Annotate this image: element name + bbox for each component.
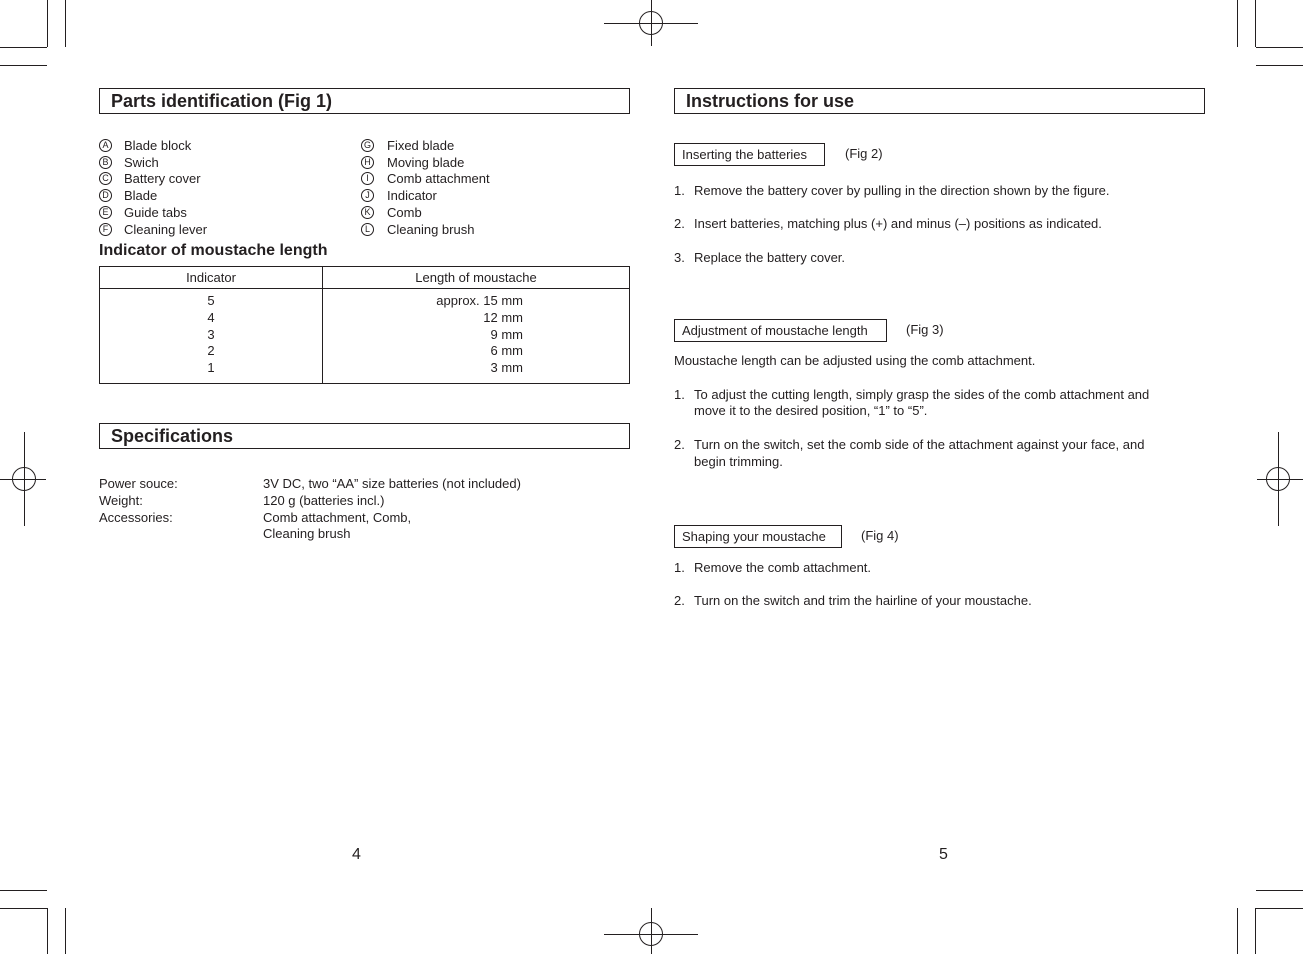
table-header-length: Length of moustache: [323, 267, 630, 289]
length-value: 3 mm: [490, 360, 523, 376]
parts-item-label: Guide tabs: [124, 205, 187, 220]
parts-letter-marker: L: [361, 223, 374, 236]
parts-item-label: Comb: [387, 205, 422, 220]
step-text: Replace the battery cover.: [694, 250, 846, 265]
spec-label: Weight:: [99, 493, 143, 508]
length-value: 12 mm: [483, 309, 523, 325]
step-number: 2.: [674, 437, 685, 452]
adjustment-length-title: Adjustment of moustache length: [674, 319, 887, 342]
inserting-batteries-title: Inserting the batteries: [674, 143, 825, 166]
parts-item-label: Blade: [124, 188, 158, 203]
parts-identification-heading: Parts identification (Fig 1): [99, 88, 630, 114]
spec-value: 3V DC, two “AA” size batteries (not included): [263, 476, 521, 491]
length-value: approx. 15 mm: [436, 293, 523, 308]
indicator-value: 2: [207, 343, 215, 359]
indicator-table: [99, 266, 630, 384]
parts-item-label: Battery cover: [124, 171, 201, 186]
parts-letter-marker: C: [99, 172, 112, 185]
indicator-value: 4: [207, 309, 215, 325]
table-body-row: [100, 289, 630, 384]
step-number: 1.: [674, 183, 685, 198]
parts-item-label: Indicator: [387, 188, 437, 203]
spec-value: Cleaning brush: [263, 526, 351, 541]
step-text: To adjust the cutting length, simply grasp the sides of the comb attachment and: [694, 387, 1150, 402]
table-header-indicator: Indicator: [100, 267, 323, 289]
page-number-left: 4: [352, 846, 361, 863]
length-value: 6 mm: [490, 343, 523, 359]
parts-letter-marker: E: [99, 206, 112, 219]
section-intro: Moustache length can be adjusted using the comb attachment.: [674, 353, 1036, 368]
parts-item-label: Cleaning lever: [124, 222, 208, 237]
parts-item-label: Comb attachment: [387, 171, 490, 186]
step-text: Remove the battery cover by pulling in the direction shown by the figure.: [694, 183, 1110, 198]
step-text-continued: move it to the desired position, “1” to “5”.: [694, 403, 928, 418]
spec-value: 120 g (batteries incl.): [263, 493, 385, 508]
parts-item-label: Fixed blade: [387, 138, 455, 153]
length-value: 9 mm: [490, 326, 523, 342]
step-number: 1.: [674, 560, 685, 575]
table-header-row: [100, 267, 630, 289]
step-number: 3.: [674, 250, 685, 265]
parts-letter-marker: J: [361, 189, 374, 202]
fig-ref: (Fig 3): [906, 322, 944, 337]
parts-letter-marker: K: [361, 206, 374, 219]
instructions-heading: Instructions for use: [674, 88, 1205, 114]
parts-item-label: Moving blade: [387, 155, 465, 170]
step-text: Turn on the switch, set the comb side of the attachment against your face, and: [694, 437, 1145, 452]
indicator-value: 1: [207, 360, 215, 376]
shaping-moustache-title: Shaping your moustache: [674, 525, 842, 548]
parts-letter-marker: D: [99, 189, 112, 202]
step-text: Turn on the switch and trim the hairline of your moustache.: [694, 593, 1032, 608]
page-number-right: 5: [939, 846, 948, 863]
step-number: 1.: [674, 387, 685, 402]
parts-letter-marker: I: [361, 172, 374, 185]
specifications-heading: Specifications: [99, 423, 630, 449]
spec-value: Comb attachment, Comb,: [263, 510, 412, 525]
parts-item-label: Swich: [124, 155, 159, 170]
step-number: 2.: [674, 216, 685, 231]
parts-item-label: Cleaning brush: [387, 222, 475, 237]
parts-letter-marker: B: [99, 156, 112, 169]
spec-label: Power souce:: [99, 476, 178, 491]
indicator-value: 5: [207, 293, 215, 308]
parts-item-label: Blade block: [124, 138, 192, 153]
length-values-cell: [323, 289, 630, 384]
parts-letter-marker: F: [99, 223, 112, 236]
parts-letter-marker: A: [99, 139, 112, 152]
indicator-values-cell: [100, 289, 323, 384]
parts-letter-marker: G: [361, 139, 374, 152]
fig-ref: (Fig 2): [845, 146, 883, 161]
fig-ref: (Fig 4): [861, 528, 899, 543]
parts-letter-marker: H: [361, 156, 374, 169]
spec-label: Accessories:: [99, 510, 173, 525]
step-number: 2.: [674, 593, 685, 608]
indicator-value: 3: [207, 326, 215, 342]
step-text-continued: begin trimming.: [694, 454, 783, 469]
indicator-heading: Indicator of moustache length: [99, 242, 328, 259]
step-text: Remove the comb attachment.: [694, 560, 872, 575]
step-text: Insert batteries, matching plus (+) and minus (–) positions as indicated.: [694, 216, 1102, 231]
